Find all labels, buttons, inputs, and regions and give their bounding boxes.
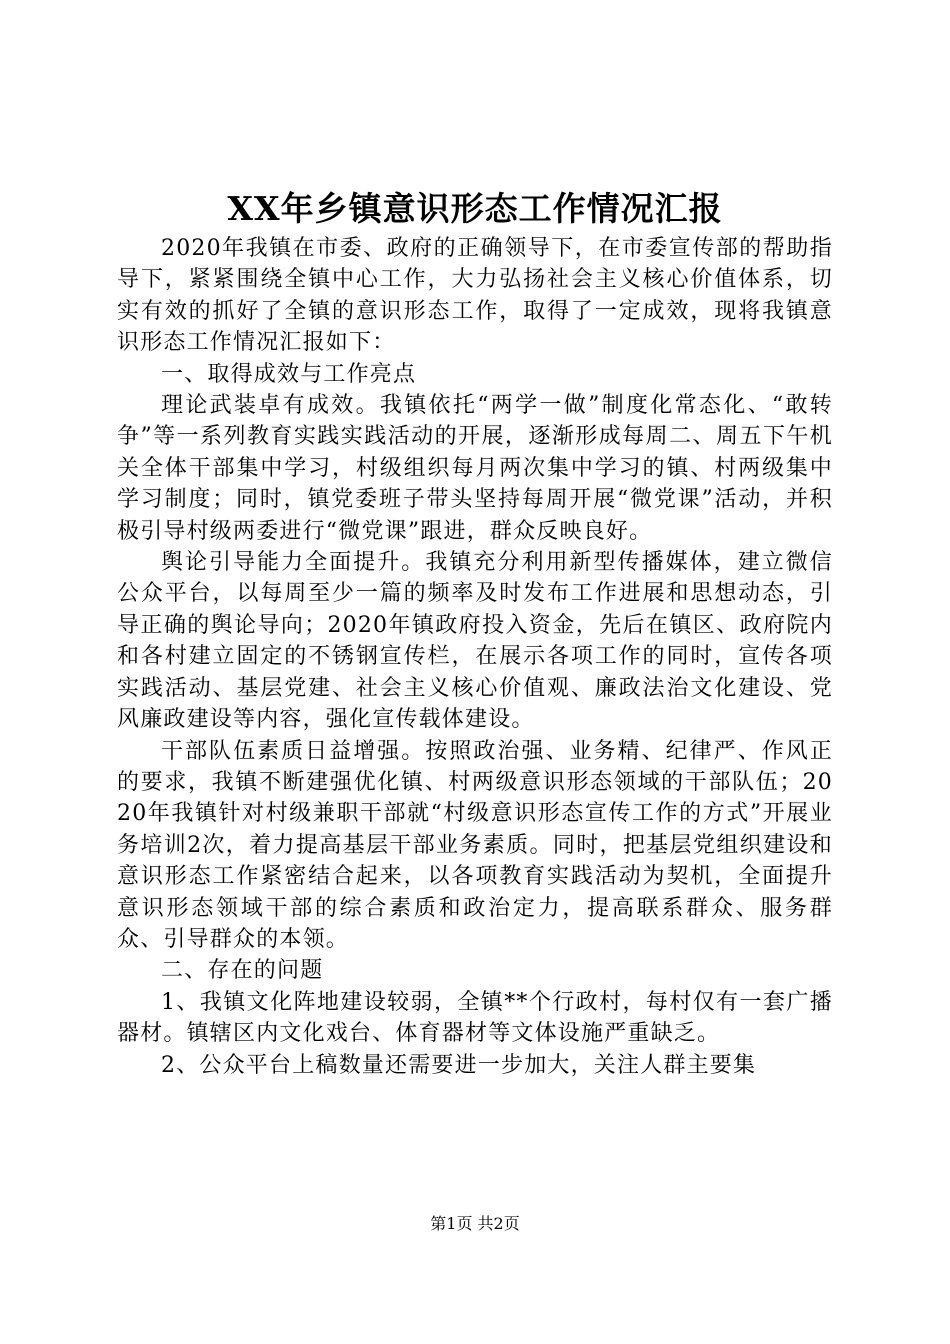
page-number-footer: 第1页 共2页 <box>430 1214 520 1233</box>
paragraph-theory: 理论武装卓有成效。我镇依托“两学一做”制度化常态化、“敢转争”等一系列教育实践实践活动的开展，逐渐形成每周二、周五下午机关全体干部集中学习，村级组织每月两次集中学习的镇、村两级集中学习制度；同时，镇党委班子带头坚持每周开展“微党课”活动，并积极引导村级两委进行“微党课”跟进，群众反映良好。 <box>117 393 833 544</box>
document-title: XX年乡镇意识形态工作情况汇报 <box>227 189 723 228</box>
section-heading-problems: 二、存在的问题 <box>161 958 324 984</box>
paragraph-public-opinion: 舆论引导能力全面提升。我镇充分利用新型传播媒体，建立微信公众平台，以每周至少一篇的频率及时发布工作进展和思想动态，引导正确的舆论导向；2020年镇政府投入资金，先后在镇区、政府院内和各村建立固定的不锈钢宣传栏，在展示各项工作的同时，宣传各项实践活动、基层党建、社会主义核心价值观、廉政法治文化建设、党风廉政建设等内容，强化宣传载体建设。 <box>117 550 833 733</box>
paragraph-cadre-team: 干部队伍素质日益增强。按照政治强、业务精、纪律严、作风正的要求，我镇不断建强优化镇、村两级意识形态领域的干部队伍；2020年我镇针对村级兼职干部就“村级意识形态宣传工作的方式”开展业务培训2次，着力提高基层干部业务素质。同时，把基层党组织建设和意识形态工作紧密结合起来，以各项教育实践活动为契机，全面提升意识形态领域干部的综合素质和政治定力，提高联系群众、服务群众、引导群众的本领。 <box>117 738 833 952</box>
intro-paragraph: 2020年我镇在市委、政府的正确领导下，在市委宣传部的帮助指导下，紧紧围绕全镇中心工作，大力弘扬社会主义核心价值体系，切实有效的抓好了全镇的意识形态工作，取得了一定成效，现将我镇意识形态工作情况汇报如下： <box>117 236 833 356</box>
problem-item-2: 2、公众平台上稿数量还需要进一步加大，关注人群主要集 <box>161 1052 757 1078</box>
problem-item-1: 1、我镇文化阵地建设较弱，全镇**个行政村，每村仅有一套广播器材。镇辖区内文化戏台、体育器材等文体设施严重缺乏。 <box>117 989 833 1047</box>
section-heading-achievements: 一、取得成效与工作亮点 <box>161 361 417 387</box>
document-body <box>117 233 833 1081</box>
